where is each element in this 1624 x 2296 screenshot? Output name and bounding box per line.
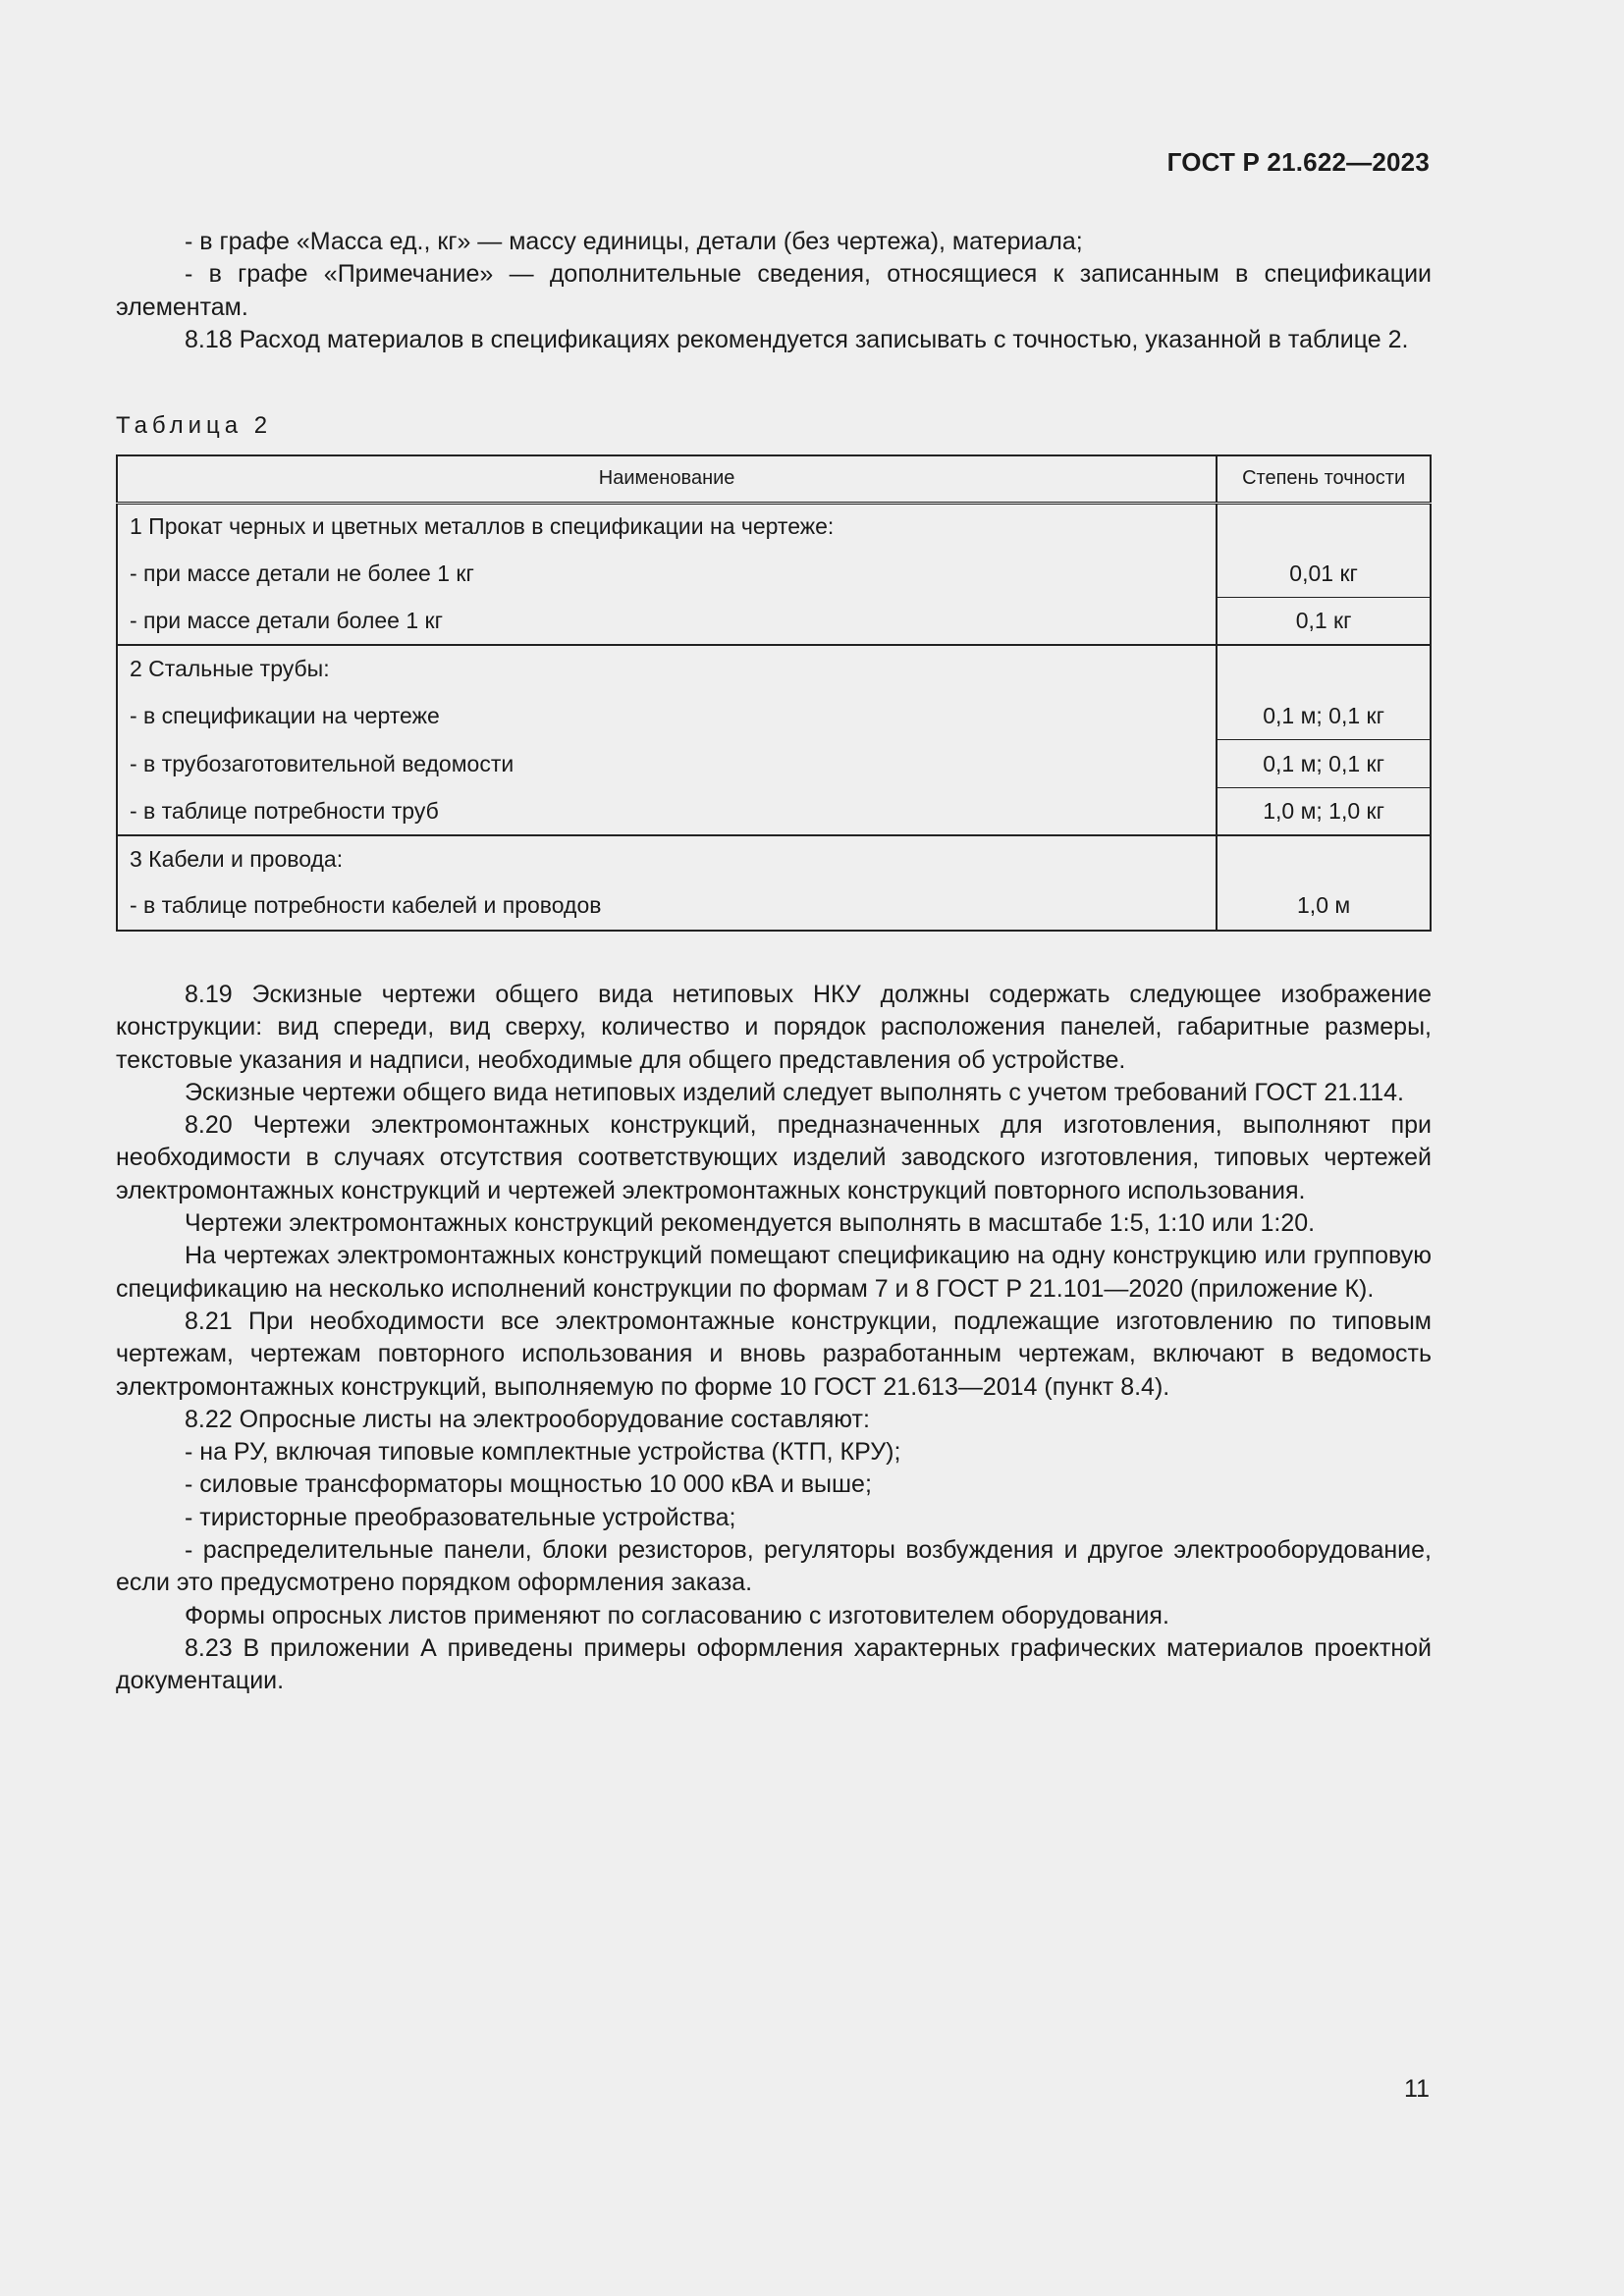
empty-cell bbox=[1217, 645, 1431, 692]
paragraph: 8.23 В приложении А приведены примеры оформления характерных графических материалов проектной документации. bbox=[116, 1633, 1432, 1695]
row-value: 0,01 кг bbox=[1217, 550, 1431, 597]
table-row bbox=[117, 693, 1431, 740]
paragraph: Чертежи электромонтажных конструкций рекомендуется выполнять в масштабе 1:5, 1:10 или 1:20. bbox=[185, 1209, 1316, 1238]
table-row bbox=[117, 787, 1431, 834]
list-item: - распределительные панели, блоки резисторов, регуляторы возбуждения и другое электрооборудование, если это предусмотрено порядком оформления заказа. bbox=[116, 1536, 1432, 1597]
row-name: - при массе детали не более 1 кг bbox=[117, 550, 1217, 597]
table-group-row bbox=[117, 835, 1431, 882]
row-value: 1,0 м bbox=[1217, 882, 1431, 930]
paragraph: 8.18 Расход материалов в спецификациях рекомендуется записывать с точностью, указанной в таблице 2. bbox=[185, 325, 1409, 353]
column-header-precision: Степень точности bbox=[1217, 455, 1431, 503]
list-item: - на РУ, включая типовые комплектные устройства (КТП, КРУ); bbox=[185, 1438, 901, 1467]
paragraph: - в графе «Масса ед., кг» — массу единицы, детали (без чертежа), материала; bbox=[185, 228, 1083, 255]
text-block-bottom bbox=[116, 979, 1432, 1698]
list-item: - силовые трансформаторы мощностью 10 000 кВА и выше; bbox=[185, 1470, 872, 1499]
group-title: 3 Кабели и провода: bbox=[117, 835, 1217, 882]
paragraph: 8.20 Чертежи электромонтажных конструкций, предназначенных для изготовления, выполняют при необходимости в случаях отсутствия соответствующих изделий заводского изготовления, типовых чертежей электромонтажных конструкций и чертежей электромонтажных конструкций повторного использования. bbox=[116, 1111, 1432, 1204]
paragraph: Формы опросных листов применяют по согласованию с изготовителем оборудования. bbox=[185, 1601, 1169, 1629]
row-value: 0,1 м; 0,1 кг bbox=[1217, 693, 1431, 740]
paragraph: На чертежах электромонтажных конструкций помещают спецификацию на одну конструкцию или групповую спецификацию на несколько исполнений конструкции по формам 7 и 8 ГОСТ Р 21.101—2020 (приложение К). bbox=[116, 1242, 1432, 1303]
text-block-top bbox=[116, 226, 1432, 356]
list-item: - тиристорные преобразовательные устройства; bbox=[185, 1503, 736, 1531]
page-number: 11 bbox=[1404, 2075, 1430, 2103]
column-header-name: Наименование bbox=[117, 455, 1217, 503]
empty-cell bbox=[1217, 503, 1431, 550]
row-value: 0,1 м; 0,1 кг bbox=[1217, 740, 1431, 787]
paragraph: 8.21 При необходимости все электромонтажные конструкции, подлежащие изготовлению по типовым чертежам, чертежам повторного использования и вновь разработанным чертежам, включают в ведомость электромонтажных конструкций, выполняемую по форме 10 ГОСТ 21.613—2014 (пункт 8.4). bbox=[116, 1307, 1432, 1401]
row-name: - в трубозаготовительной ведомости bbox=[117, 740, 1217, 787]
precision-table bbox=[116, 454, 1432, 932]
table-caption: Таблица 2 bbox=[116, 412, 273, 439]
paragraph: 8.19 Эскизные чертежи общего вида нетиповых НКУ должны содержать следующее изображение конструкции: вид спереди, вид сверху, количество и порядок расположения панелей, габаритные размеры, текстовые указания и надписи, необходимые для общего представления об устройстве. bbox=[116, 981, 1432, 1074]
group-title: 1 Прокат черных и цветных металлов в спецификации на чертеже: bbox=[117, 503, 1217, 550]
table-row bbox=[117, 882, 1431, 930]
row-value: 1,0 м; 1,0 кг bbox=[1217, 787, 1431, 834]
table-header-row bbox=[117, 455, 1431, 503]
paragraph: Эскизные чертежи общего вида нетиповых изделий следует выполнять с учетом требований ГОСТ 21.114. bbox=[185, 1078, 1404, 1106]
row-name: - в таблице потребности труб bbox=[117, 787, 1217, 834]
group-title: 2 Стальные трубы: bbox=[117, 645, 1217, 692]
row-name: - в таблице потребности кабелей и проводов bbox=[117, 882, 1217, 930]
document-header: ГОСТ Р 21.622—2023 bbox=[1166, 147, 1430, 177]
row-name: - в спецификации на чертеже bbox=[117, 693, 1217, 740]
row-name: - при массе детали более 1 кг bbox=[117, 598, 1217, 645]
table-row bbox=[117, 550, 1431, 597]
table-group-row bbox=[117, 645, 1431, 692]
row-value: 0,1 кг bbox=[1217, 598, 1431, 645]
empty-cell bbox=[1217, 835, 1431, 882]
table-row bbox=[117, 598, 1431, 645]
table-group-row bbox=[117, 503, 1431, 550]
paragraph: 8.22 Опросные листы на электрооборудование составляют: bbox=[185, 1405, 870, 1433]
table-row bbox=[117, 740, 1431, 787]
paragraph: - в графе «Примечание» — дополнительные сведения, относящиеся к записанным в спецификации элементам. bbox=[116, 260, 1432, 321]
